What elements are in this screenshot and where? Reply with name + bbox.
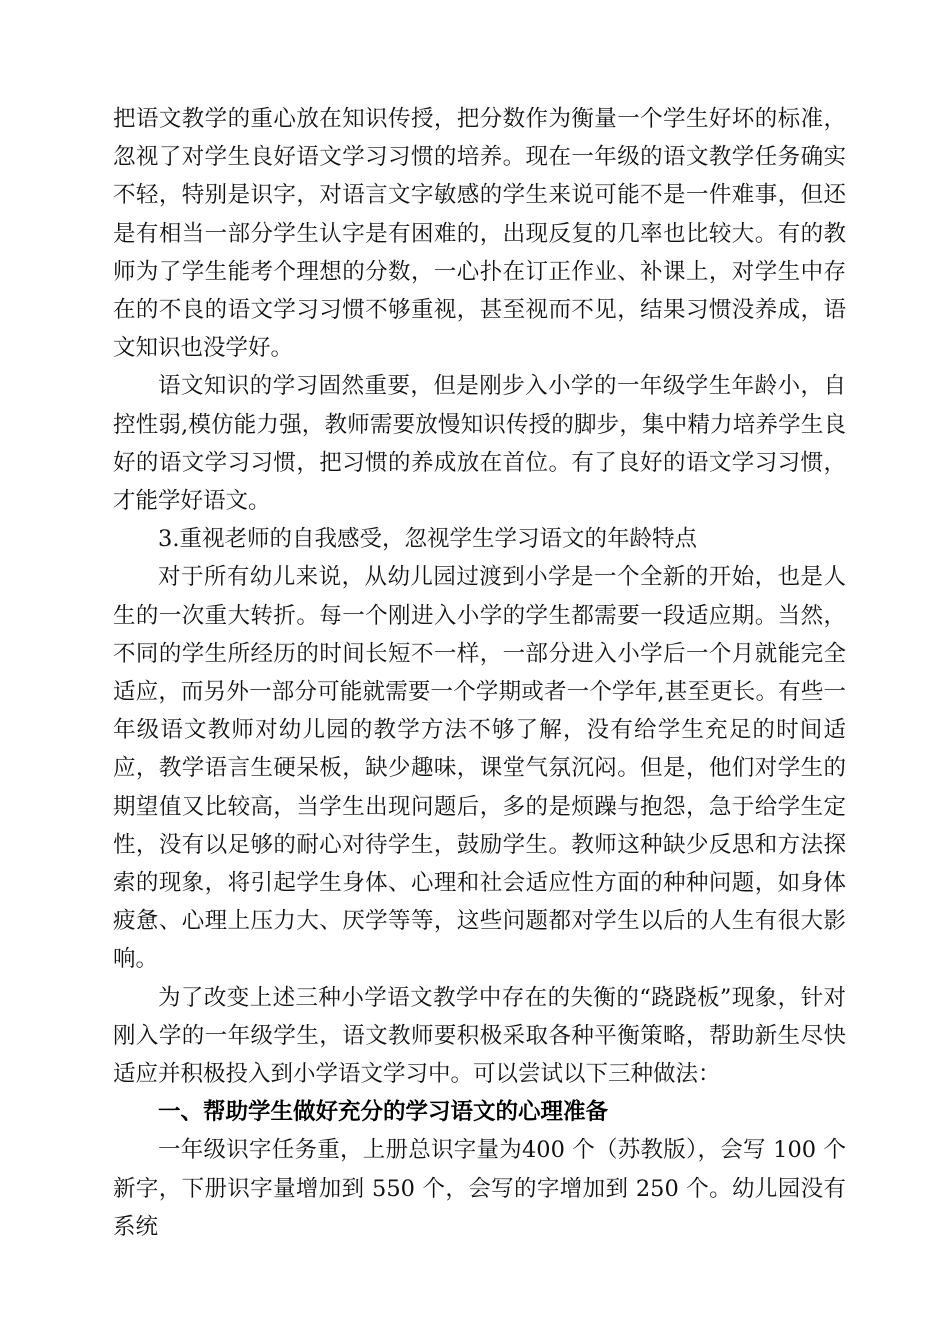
subsection-title: 3.重视老师的自我感受，忽视学生学习语文的年龄特点 bbox=[158, 526, 697, 553]
paragraph-transition: 对于所有幼儿来说，从幼儿园过渡到小学是一个全新的开始，也是人生的一次重大转折。每一个刚进入小学的学生都需要一段适应期。当然，不同的学生所经历的时间长短不一样，一部分进入小学后一个月就能完全适应，而另外一部分可能就需要一个学期或者一个学年,甚至更长。有些一年级语文教师对幼儿园的教学方法不够了解，没有给学生充足的时间适应，教学语言生硬呆板，缺少趣味，课堂气氛沉闷。但是，他们对学生的期望值又比较高，当学生出现问题后，多的是烦躁与抱怨，急于给学生定性，没有以足够的耐心对待学生，鼓励学生。教师这种缺少反思和方法探索的现象，将引起学生身体、心理和社会适应性方面的种种问题，如身体疲惫、心理上压力大、厌学等等，这些问题都对学生以后的人生有很大影响。 bbox=[113, 564, 846, 973]
section-heading: 一、帮助学生做好充分的学习语文的心理准备 bbox=[158, 1099, 609, 1126]
paragraph-strategies: 为了改变上述三种小学语文教学中存在的失衡的“跷跷板”现象，针对刚入学的一年级学生，语文教师要积极采取各种平衡策略，帮助新生尽快适应并积极投入到小学语文学习中。可以尝试以下三种做法： bbox=[113, 984, 846, 1088]
document-body bbox=[113, 100, 846, 1246]
paragraph-continued: 把语文教学的重心放在知识传授，把分数作为衡量一个学生好坏的标准，忽视了对学生良好语文学习习惯的培养。现在一年级的语文教学任务确实不轻，特别是识字，对语言文字敏感的学生来说可能不是一件难事，但还是有相当一部分学生认字是有困难的，出现反复的几率也比较大。有的教师为了学生能考个理想的分数，一心扑在订正作业、补课上，对学生中存在的不良的语文学习习惯不够重视，甚至视而不见，结果习惯没养成，语文知识也没学好。 bbox=[113, 106, 846, 362]
paragraph-literacy: 一年级识字任务重，上册总识字量为400 个（苏教版），会写 100 个新字，下册识字量增加到 550 个，会写的字增加到 250 个。幼儿园没有系统 bbox=[113, 1137, 846, 1240]
paragraph-habits: 语文知识的学习固然重要，但是刚步入小学的一年级学生年龄小，自控性弱,模仿能力强，教师需要放慢知识传授的脚步，集中精力培养学生良好的语文学习习惯，把习惯的养成放在首位。有了良好的语文学习习惯，才能学好语文。 bbox=[113, 373, 846, 515]
